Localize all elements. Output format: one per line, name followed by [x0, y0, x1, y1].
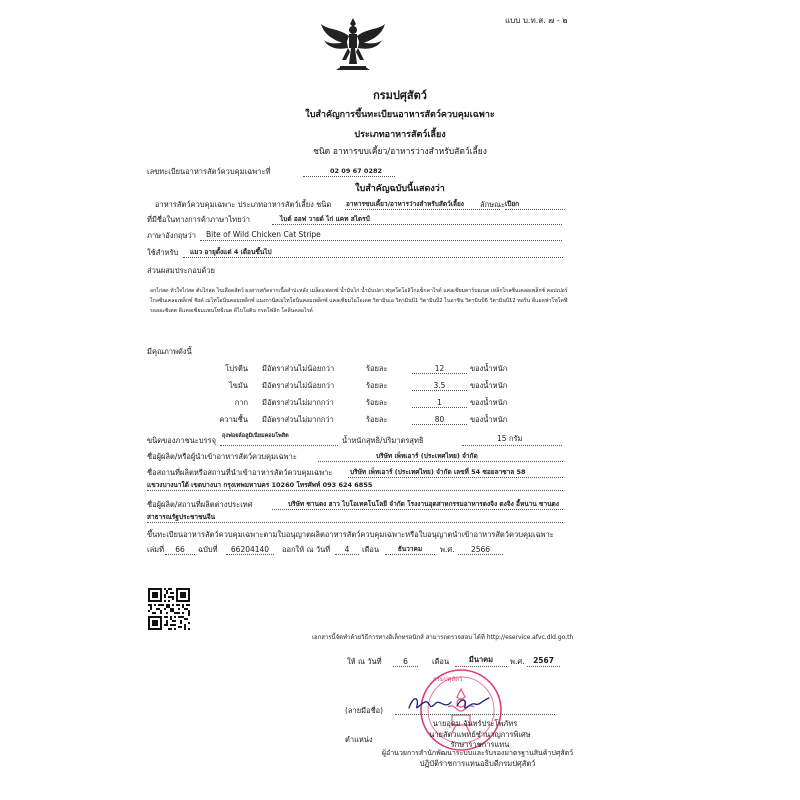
- seal-text: กรมปศุสัตว์: [433, 676, 463, 683]
- certificate-title: ใบสำคัญการขึ้นทะเบียนอาหารสัตว์ควบคุมเฉพาะ: [305, 110, 495, 120]
- signer-name: นายอุดม จันทร์ประโพภัทร: [432, 719, 518, 728]
- quality-fiber-unit: ร้อยละ: [366, 398, 388, 407]
- given-month-label: เดือน: [432, 657, 450, 666]
- certificate-category: ประเภทอาหารสัตว์เลี้ยง: [354, 130, 446, 140]
- license-text: ขึ้นทะเบียนอาหารสัตว์ควบคุมเฉพาะตามใบอนุญาตผลิตอาหารสัตว์ควบคุมเฉพาะหรือใบอนุญาตนำเข้าอาหารสัตว์ควบคุมเฉพาะ: [147, 530, 554, 539]
- position-label: ตำแหน่ง: [345, 735, 373, 744]
- given-year-label: พ.ศ.: [510, 657, 525, 666]
- given-month: มีนาคม: [468, 655, 494, 664]
- foreign-producer-value-line2: สาธารณรัฐประชาชนจีน: [147, 513, 216, 521]
- given-day: 6: [403, 657, 408, 666]
- quality-moisture-suffix: ของน้ำหนัก: [470, 415, 508, 424]
- quality-protein-cond: มีอัตราส่วนไม่น้อยกว่า: [262, 364, 335, 373]
- quality-moisture-cond: มีอัตราส่วนไม่มากกว่า: [262, 415, 334, 424]
- quality-fat-value: 3.5: [433, 381, 446, 390]
- position-line1: นายสัตวแพทย์ชำนาญการพิเศษ: [429, 730, 531, 739]
- garuda-emblem-icon: [318, 14, 388, 76]
- foreign-producer-label: ชื่อผู้ผลิต/สถานที่ผลิตต่างประเทศ: [147, 500, 253, 509]
- copy-label: ฉบับที่: [198, 545, 218, 554]
- quality-fiber-value: 1: [437, 398, 442, 407]
- use-for-value: แมว อายุตั้งแต่ 4 เดือนขึ้นไป: [190, 248, 272, 256]
- issued-month-value: ธันวาคม: [397, 545, 423, 553]
- location-label: ชื่อสถานที่ผลิตหรือสถานที่นำเข้าอาหารสัตว์ควบคุมเฉพาะ: [147, 468, 333, 477]
- registration-label: เลขทะเบียนอาหารสัตว์ควบคุมเฉพาะที่: [147, 167, 271, 176]
- quality-fat-name: ไขมัน: [229, 381, 248, 390]
- quality-fiber-cond: มีอัตราส่วนไม่มากกว่า: [262, 398, 334, 407]
- position-line3: ผู้อำนวยการสำนักพัฒนาระบบและรับรองมาตรฐานสินค้าปศุสัตว์: [381, 749, 574, 757]
- character-label: ลักษณะ: [480, 200, 506, 209]
- book-label: เล่มที่: [147, 545, 165, 554]
- quality-moisture-name: ความชื้น: [219, 415, 248, 424]
- trade-name-th-label: ที่มีชื่อในทางการค้าภาษาไทยว่า: [147, 215, 250, 224]
- quality-fat-cond: มีอัตราส่วนไม่น้อยกว่า: [262, 381, 335, 390]
- certify-heading: ใบสำคัญฉบับนี้แสดงว่า: [355, 184, 445, 194]
- electronic-note: เอกสารนี้จัดทำด้วยวิธีการทางอิเล็กทรอนิกส์ สามารถตรวจสอบ ได้ที่ http://eservice.afvc.dld.go.th: [312, 634, 574, 641]
- qr-code-icon: [148, 588, 190, 630]
- given-year: 2567: [533, 656, 554, 665]
- issued-day-value: 4: [344, 545, 350, 554]
- quality-moisture-unit: ร้อยละ: [366, 415, 388, 424]
- ingredients-text: อกไก่สด หัวใจไก่สด ตับไก่สด ไขเลือดสัตว์ ผงสารสกัดจากเนื้อสำปะหลัง เมล็ดแฟลกซ์ น้ำมันไก่ น้ำมันปลา ฟรุคโตโอลิโกแซ็กคาไรด์ แคลเซียมคาร์บอเนต เหล็กไกลซีนเคลอเพล็กซ์ คอปเปอร์ไกลซีนเคลอเพล็กซ์ ซิงค์ เมไทโอนีนคอมเพล็กซ์ แมงกานีสเมไทโอนีนคอมเพล็กซ์ แคลเซียมไอโอเดต วิตามินเอ วิตามินบี1 วิตามินบี2 ไนอาซิน วิตามินบี6 วิตามินบี12 ทอรีน ดีแอลฟาโทโคฟีรอลอะซิเตต ดีแคลเซียมแพนโทธีเนต ดีไบโอติน กรดโฟลิก โคลีนคลอไรด์: [150, 288, 568, 314]
- department-name: กรมปศุสัตว์: [373, 89, 427, 102]
- quality-protein-name: โปรตีน: [225, 364, 248, 373]
- given-date-label: ให้ ณ วันที่: [347, 657, 382, 666]
- position-line2: รักษาราชการแทน: [450, 740, 510, 749]
- quality-fiber-name: กาก: [234, 398, 248, 407]
- quality-fat-unit: ร้อยละ: [366, 381, 388, 390]
- registration-number: 02 09 67 0282: [330, 167, 383, 175]
- position-line4: ปฏิบัติราชการแทนอธิบดีกรมปศุสัตว์: [419, 759, 536, 768]
- feed-type-value: อาหารขบเคี้ยว/อาหารว่างสำหรับสัตว์เลี้ยง: [346, 200, 464, 208]
- location-value-line2: แขวงบางนาใต้ เขตบางนา กรุงเทพมหานคร 10260 โทรศัพท์ 093 624 6855: [147, 481, 373, 489]
- use-for-label: ใช้สำหรับ: [147, 248, 179, 257]
- signature-label: (ลายมือชื่อ): [345, 706, 384, 715]
- book-value: 66: [175, 545, 185, 554]
- location-value-line1: บริษัท เพ็ทเอาร์ (ประเทศไทย) จำกัด เลขที่ 54 ซอยลาซาล 58: [350, 468, 526, 476]
- quality-protein-suffix: ของน้ำหนัก: [470, 364, 508, 373]
- net-weight-value: 15 กรัม: [497, 434, 523, 443]
- quality-moisture-value: 80: [434, 415, 445, 424]
- issued-year-value: 2566: [470, 545, 491, 554]
- quality-label: มีคุณภาพดังนี้: [147, 347, 192, 356]
- form-code: แบบ บ.ท.ส. ๗ - ๒: [505, 16, 568, 25]
- feed-type-label: อาหารสัตว์ควบคุมเฉพาะ ประเภทอาหารสัตว์เลี้ยง ชนิด: [155, 200, 332, 209]
- trade-name-en-value: Bite of Wild Chicken Cat Stripe: [206, 230, 321, 239]
- importer-value: บริษัท เพ็ทเอาร์ (ประเทศไทย) จำกัด: [376, 452, 478, 460]
- issued-year-label: พ.ศ.: [440, 545, 455, 554]
- character-value: เปียก: [505, 200, 520, 208]
- trade-name-th-value: ไบต์ ออฟ วายด์ ไก่ แคท สไตรป์: [280, 215, 370, 223]
- net-weight-label: น้ำหนักสุทธิ/ปริมาตรสุทธิ: [342, 436, 424, 445]
- quality-fat-suffix: ของน้ำหนัก: [470, 381, 508, 390]
- trade-name-en-label: ภาษาอังกฤษว่า: [147, 231, 196, 240]
- packaging-value: ถุงฟอยล์อลูมิเนียมคอมโพสิต: [222, 433, 289, 439]
- issued-label: ออกให้ ณ วันที่: [282, 545, 331, 554]
- quality-fiber-suffix: ของน้ำหนัก: [470, 398, 508, 407]
- foreign-producer-value-line1: บริษัท ซานตง ฮาว ไบโอเทคโนโลยี จำกัด โรงงานอุตสาหกรรมอาหารตงจิง ตงจิง อี้หนาน ซานตง: [288, 500, 559, 508]
- certificate-type: ชนิด อาหารขบเคี้ยว/อาหารว่างสำหรับสัตว์เลี้ยง: [313, 147, 487, 157]
- importer-label: ชื่อผู้ผลิต/หรือผู้นำเข้าอาหารสัตว์ควบคุมเฉพาะ: [147, 452, 297, 461]
- handwritten-signature-icon: [405, 692, 495, 714]
- issued-month-label: เดือน: [362, 545, 380, 554]
- copy-value: 66204140: [230, 545, 270, 554]
- quality-protein-value: 12: [434, 364, 445, 373]
- quality-protein-unit: ร้อยละ: [366, 364, 388, 373]
- packaging-label: ขนิดของภาชนะบรรจุ: [147, 436, 217, 445]
- ingredients-label: ส่วนผสมประกอบด้วย: [147, 266, 215, 275]
